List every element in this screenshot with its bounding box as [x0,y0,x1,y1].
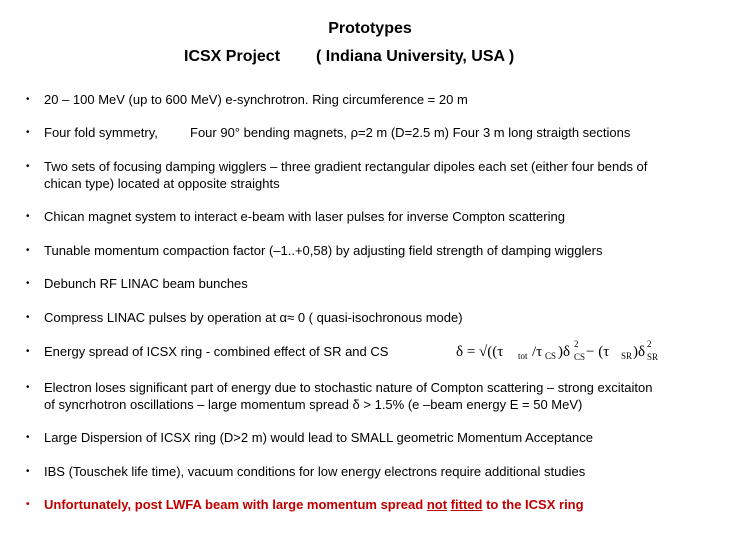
formula-sub-cs: CS [545,351,557,361]
bullet-dot: • [26,94,30,105]
bullet-text: Two sets of focusing damping wigglers – three gradient rectangular dipoles each set (either four bends of [44,159,648,174]
formula-sub-sr2: SR [647,352,659,362]
institution-label: ( Indiana University, USA ) [316,48,515,65]
formula-mid: )δ [558,344,571,360]
bullet-dot: • [26,278,30,289]
formula-end: )δ [633,344,646,360]
bullet-text: Compress LINAC pulses by operation at α≈ 0 ( quasi-isochronous mode) [44,310,463,325]
bullet-text: Electron loses significant part of energy due to stochastic nature of Compton scattering – strong excitaiton [44,380,653,395]
energy-spread-formula [453,335,659,367]
bullet-dot: • [26,499,30,510]
bullet-dot: • [26,346,30,357]
bullet-text: Four 90° bending magnets, ρ=2 m (D=2.5 m) Four 3 m long straigth sections [190,125,631,140]
bullet-dot: • [26,432,30,443]
bullet-text: Tunable momentum compaction factor (–1..+0,58) by adjusting field strength of damping wigglers [44,243,603,258]
bullet-dot: • [26,312,30,323]
bullet-text-part: Unfortunately, post LWFA beam with large momentum spread [44,497,427,512]
bullet-text: IBS (Touschek life time), vacuum conditions for low energy electrons require additional studies [44,464,586,479]
bullet-text: chican type) located at opposite straights [44,176,280,191]
bullet-text: of syncrhotron oscillations – large momentum spread δ > 1.5% (e –beam energy E = 50 MeV) [44,397,583,412]
bullet-dot: • [26,466,30,477]
formula-over: /τ [532,344,543,360]
formula-lhs: δ = √((τ [456,344,504,360]
bullet-text: Chican magnet system to interact e-beam with laser pulses for inverse Compton scattering [44,209,565,224]
bullet-dot: • [26,161,30,172]
bullet-dot: • [26,127,30,138]
formula-sub-cs2: CS [574,352,586,362]
slide-title: Prototypes [328,20,412,37]
formula-sup-2b: 2 [647,339,652,349]
formula-sub-sr: SR [621,351,633,361]
bullet-text: 20 – 100 MeV (up to 600 MeV) e-synchrotron. Ring circumference = 20 m [44,92,468,107]
bullet-text: Large Dispersion of ICSX ring (D>2 m) would lead to SMALL geometric Momentum Acceptance [44,430,594,445]
bullet-text: Four fold symmetry, [44,125,158,140]
bullet-text-highlight [44,497,712,513]
bullet-dot: • [26,382,30,393]
bullet-text: Energy spread of ICSX ring - combined effect of SR and CS [44,344,389,359]
bullet-text: Debunch RF LINAC beam bunches [44,276,248,291]
bullet-dot: • [26,245,30,256]
bullet-text-part: to the ICSX ring [482,497,584,512]
emphasis-not: not [426,497,448,512]
formula-sup-2: 2 [574,339,579,349]
formula-minus: − (τ [586,344,610,360]
formula-sub-tot: tot [518,351,528,361]
project-name: ICSX Project [184,48,281,65]
emphasis-fitted: fitted [450,497,483,512]
bullet-dot: • [26,211,30,222]
